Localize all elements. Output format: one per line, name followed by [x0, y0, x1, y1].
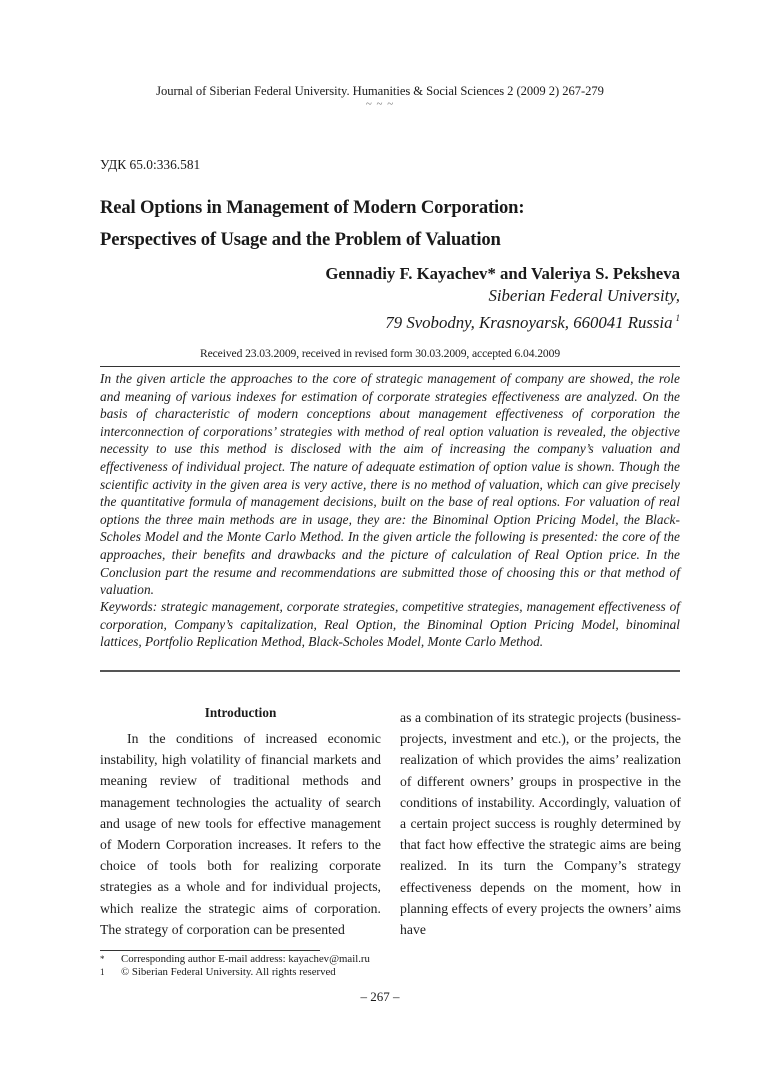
footnotes: [100, 953, 370, 979]
footnote-copyright: [100, 966, 370, 979]
section-heading-introduction: Introduction: [204, 705, 277, 720]
intro-paragraph-right: as a combination of its strategic projects (business-projects, investment and etc.), or the projects, the realization of which provides the aims’ realization of different owners’ groups in prospective in the conditions of instability. Accordingly, valuation of a certain project success is roughly determined by that fact how effective the strategic aims are being realized. In its turn the Company’s strategy effectiveness depends on the moment, how in planning effects of every projects the owners’ aims have: [400, 710, 681, 938]
footnote-text: Corresponding author E-mail address: kayachev@mail.ru: [121, 953, 370, 965]
intro-paragraph-left: In the conditions of increased economic instability, high volatility of financial markets and meaning review of traditional methods and management technologies the actuality of search and usage of new tools for effective management of Modern Corporation increases. It refers to the choice of tools both for realizing corporate strategies as a whole and for individual projects, which realize the strategic aims of corporation. The strategy of corporation can be presented: [100, 731, 381, 937]
divider-bottom: [100, 670, 680, 672]
header-ornament: ~ ~ ~: [365, 98, 395, 110]
affiliation-address: 79 Svobodny, Krasnoyarsk, 660041 Russia: [385, 313, 673, 332]
page-number: – 267 –: [360, 989, 400, 1004]
footnote-divider: [100, 950, 320, 951]
title-line-2: Perspectives of Usage and the Problem of Valuation: [100, 229, 501, 250]
title-line-1: Real Options in Management of Modern Corporation:: [100, 197, 525, 218]
author-names: Gennadiy F. Kayachev* and Valeriya S. Peksheva: [325, 264, 680, 283]
article-title: [100, 192, 700, 256]
divider-top: [100, 366, 680, 367]
affiliation-line-2: [385, 307, 680, 334]
udk-code: УДК 65.0:336.581: [100, 157, 201, 172]
footnote-text: © Siberian Federal University. All rights reserved: [121, 966, 336, 978]
journal-header: Journal of Siberian Federal University. Humanities & Social Sciences 2 (2009 2) 267-279: [156, 84, 604, 98]
affiliation-line-1: Siberian Federal University,: [488, 286, 680, 305]
author-affiliation: [385, 285, 680, 334]
received-dates: Received 23.03.2009, received in revised form 30.03.2009, accepted 6.04.2009: [199, 347, 561, 360]
footnote-mark: *: [100, 954, 105, 964]
affiliation-footnote-mark: 1: [675, 313, 680, 323]
footnote-mark: 1: [100, 967, 105, 977]
body-column-right: [400, 707, 681, 940]
keywords: Keywords: strategic management, corporate strategies, competitive strategies, management effectiveness of corporation, Company’s capitalization, Real Option, the Binominal Option Pricing Model, binominal lattices, Portfolio Replication Method, Black-Scholes Model, Monte Carlo Method.: [100, 599, 680, 650]
footnote-corresponding-author: [100, 953, 370, 966]
abstract: In the given article the approaches to the core of strategic management of company are showed, the role and meaning of various indexes for estimation of corporate strategies effectiveness are analyzed. On the basis of characteristic of modern conceptions about management effectiveness of corporation the interconnection of corporations’ strategies with method of real option valuation is revealed, the objective necessity to use this method is disclosed with the aim of increasing the company’s valuation and effectiveness of individual project. The nature of adequate estimation of option value is shown. Though the scientific activity in the given area is very active, there is no method of valuation, which can give precisely the quantitative formula of management decisions, built on the base of real options. For valuation of real options the three main methods are in usage, they are: the Binominal Option Pricing Model, the Black-Scholes Model and the Monte Carlo Method. In the given article the following is presented: the core of the approaches, their benefits and drawbacks and the picture of calculation of Real Option price. In the Conclusion part the resume and recommendations are submitted those of choosing this or that method of valuation.: [100, 371, 680, 598]
body-column-left: [100, 728, 381, 940]
